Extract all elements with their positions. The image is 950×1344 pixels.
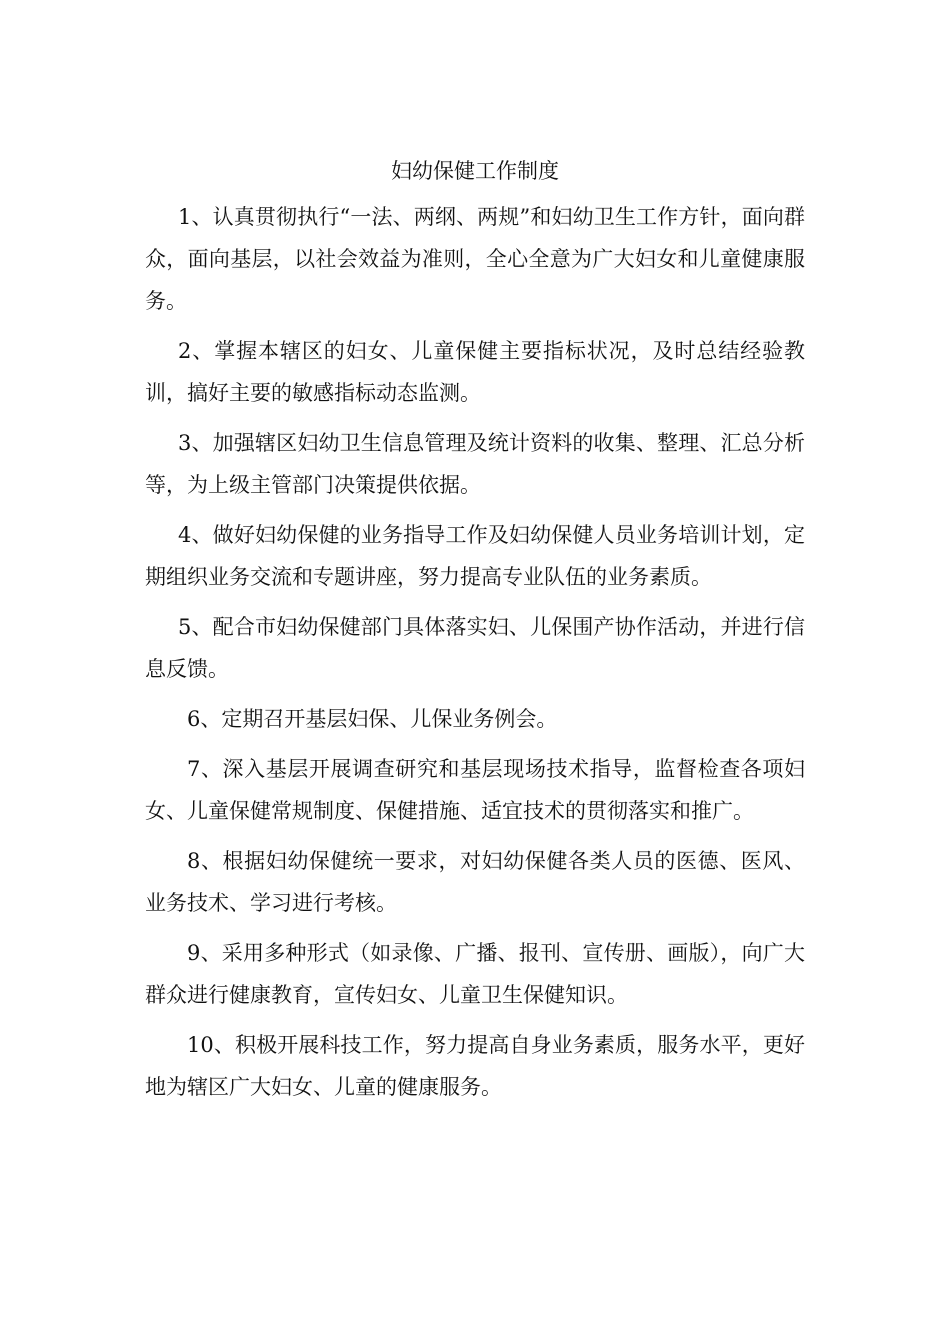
paragraph-8: 8、根据妇幼保健统一要求，对妇幼保健各类人员的医德、医风、业务技术、学习进行考核。 xyxy=(145,849,805,915)
paragraph-4: 4、做好妇幼保健的业务指导工作及妇幼保健人员业务培训计划，定期组织业务交流和专题讲座，努力提高专业队伍的业务素质。 xyxy=(145,523,805,589)
paragraph-3: 3、加强辖区妇幼卫生信息管理及统计资料的收集、整理、汇总分析等，为上级主管部门决策提供依据。 xyxy=(145,431,805,497)
paragraph-7: 7、深入基层开展调查研究和基层现场技术指导，监督检查各项妇女、儿童保健常规制度、保健措施、适宜技术的贯彻落实和推广。 xyxy=(145,757,805,823)
paragraph-5: 5、配合市妇幼保健部门具体落实妇、儿保围产协作活动，并进行信息反馈。 xyxy=(145,615,805,681)
paragraph-2: 2、掌握本辖区的妇女、儿童保健主要指标状况，及时总结经验教训，搞好主要的敏感指标动态监测。 xyxy=(145,339,805,405)
document-title: 妇幼保健工作制度 xyxy=(391,159,559,183)
paragraph-1: 1、认真贯彻执行“一法、两纲、两规”和妇幼卫生工作方针，面向群众，面向基层，以社会效益为准则，全心全意为广大妇女和儿童健康服务。 xyxy=(145,205,805,313)
document-body xyxy=(145,196,805,1116)
paragraph-10: 10、积极开展科技工作，努力提高自身业务素质，服务水平，更好地为辖区广大妇女、儿童的健康服务。 xyxy=(145,1033,805,1099)
paragraph-6: 6、定期召开基层妇保、儿保业务例会。 xyxy=(187,707,558,731)
paragraph-9: 9、采用多种形式（如录像、广播、报刊、宣传册、画版），向广大群众进行健康教育，宣传妇女、儿童卫生保健知识。 xyxy=(145,941,805,1007)
